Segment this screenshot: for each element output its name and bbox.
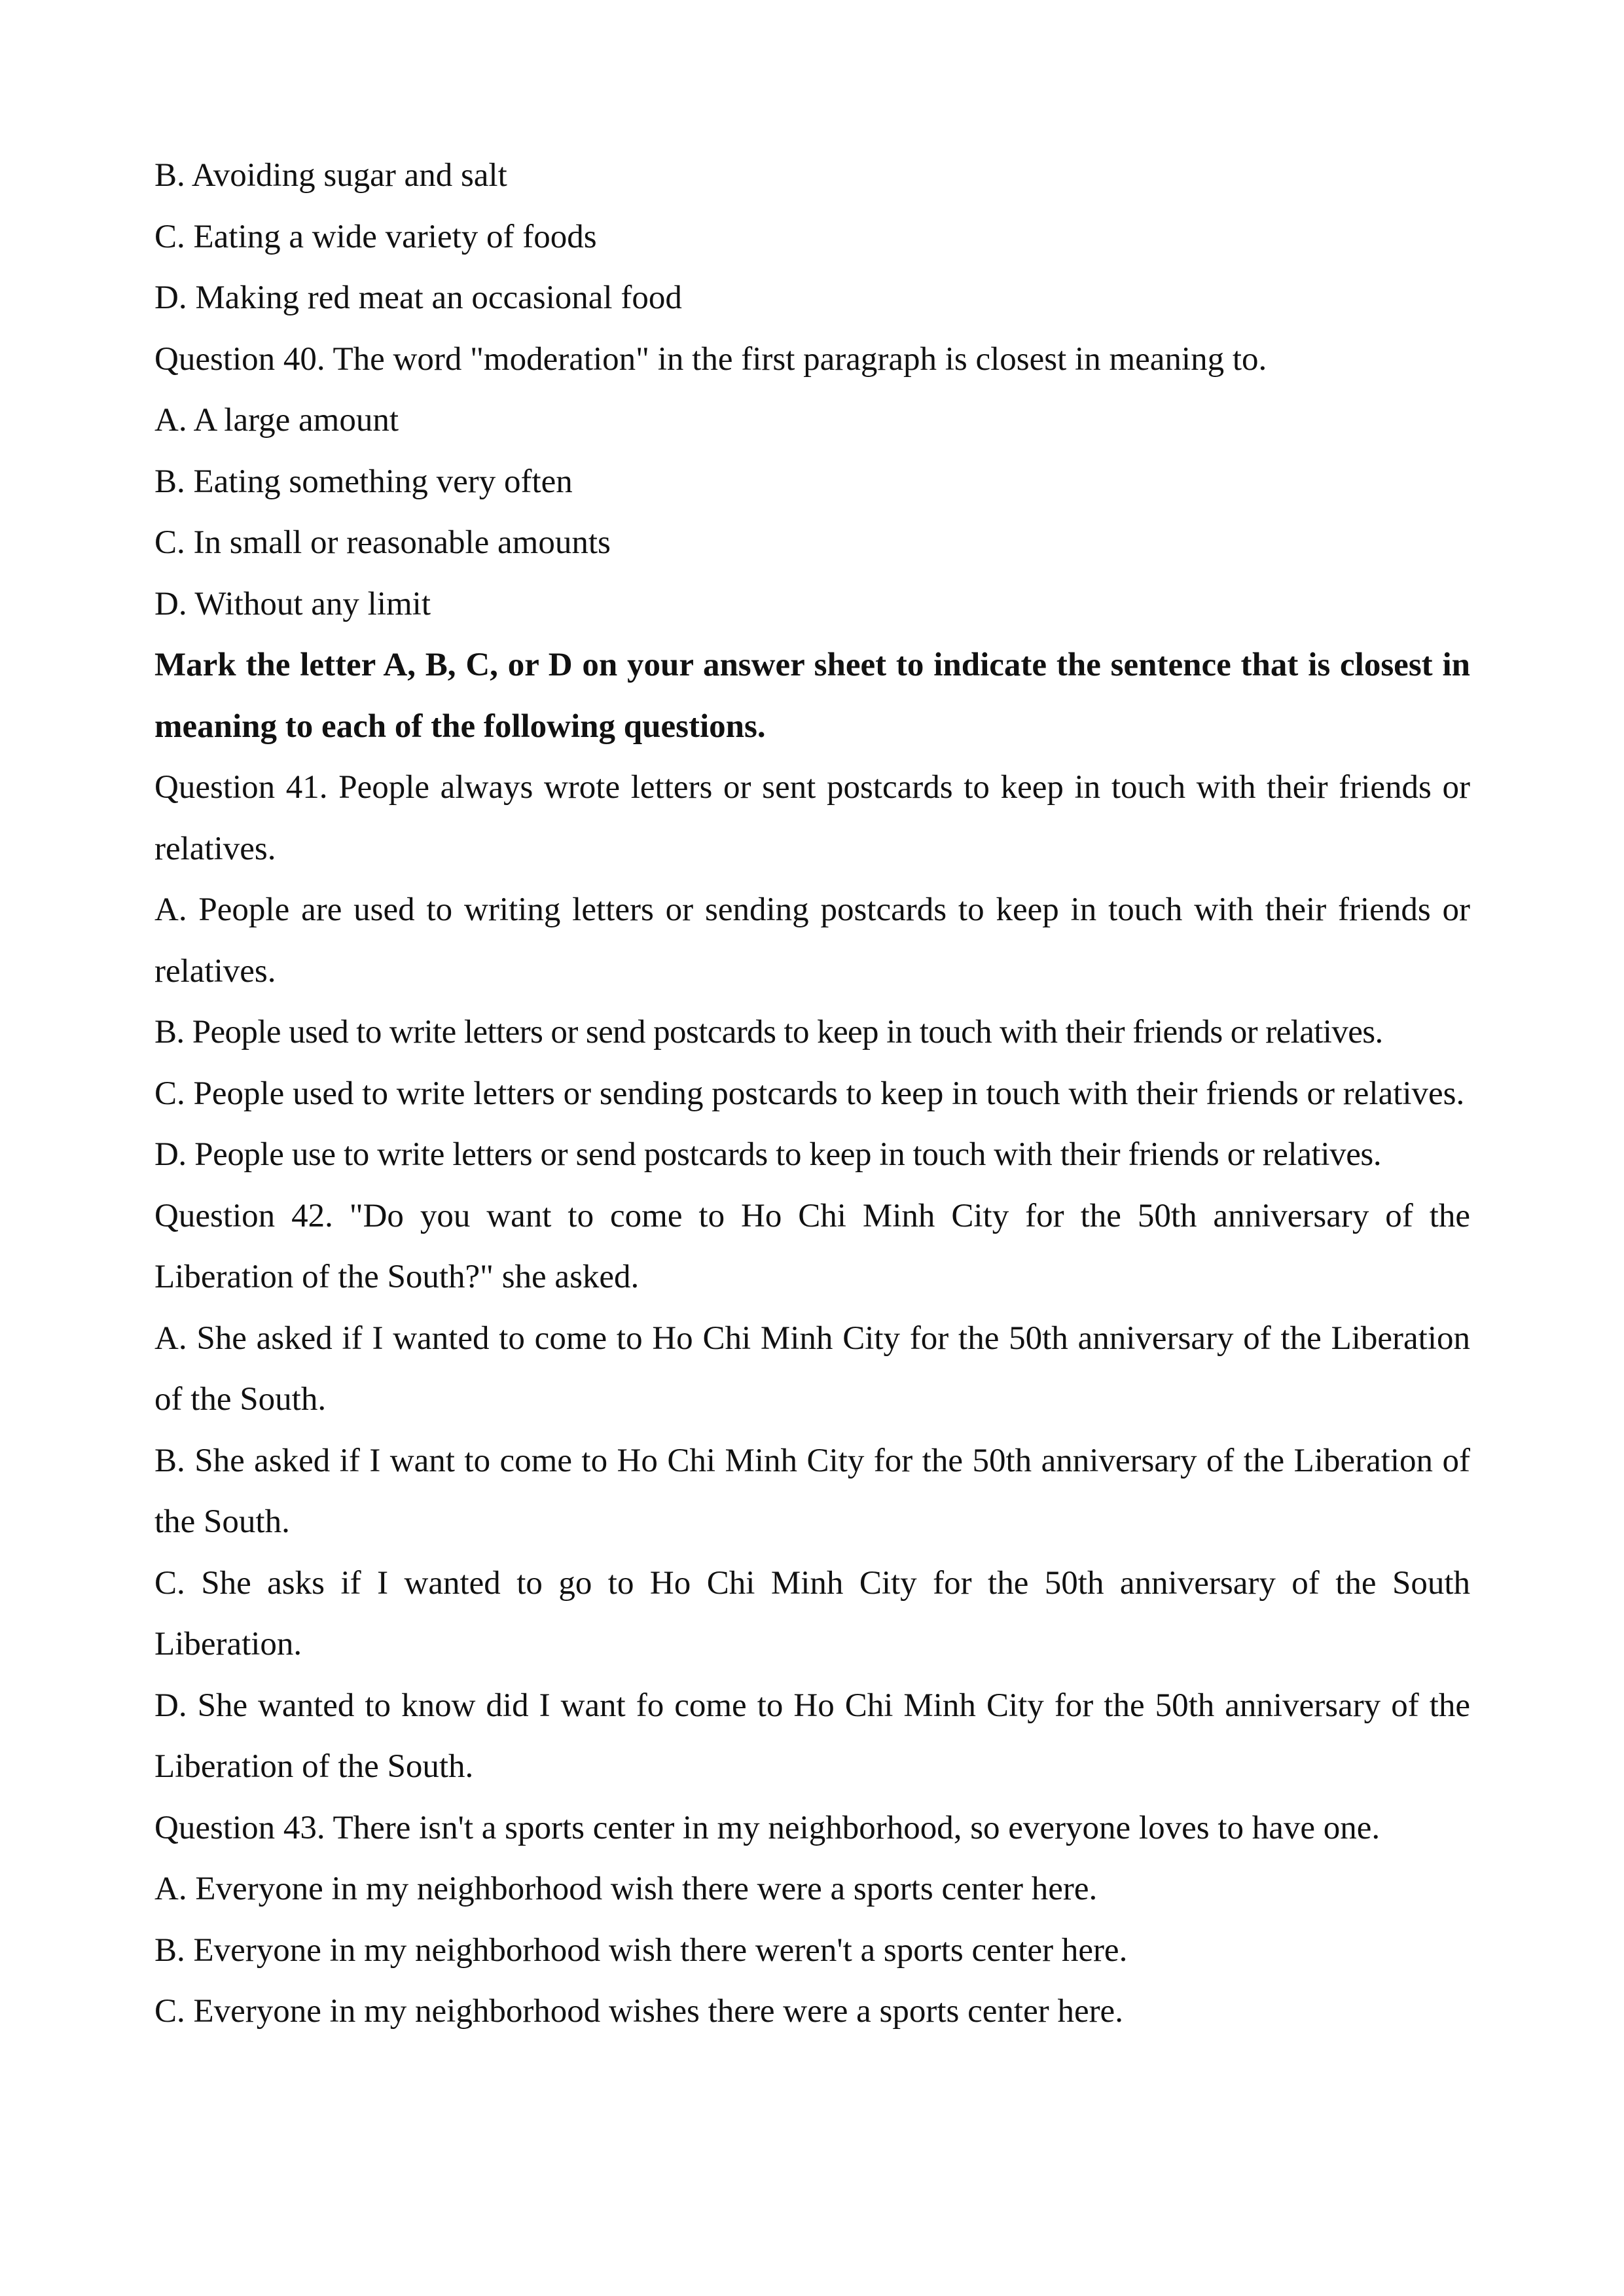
q43-question: Question 43. There isn't a sports center in my neighborhood, so everyone loves to have one. xyxy=(154,1809,1380,1846)
q41-option-d: D. People use to write letters or send postcards to keep in touch with their friends or relatives. xyxy=(154,1136,1382,1173)
q39-option-d: D. Making red meat an occasional food xyxy=(154,279,682,316)
q41-option-a: A. People are used to writing letters or sending postcards to keep in touch with their friends or relatives. xyxy=(154,891,1470,990)
q41-option-b: B. People used to write letters or send postcards to keep in touch with their friends or relatives. xyxy=(154,1014,1383,1050)
q40-option-d: D. Without any limit xyxy=(154,585,431,622)
q39-option-b: B. Avoiding sugar and salt xyxy=(154,157,507,194)
q40-question: Question 40. The word "moderation" in the first paragraph is closest in meaning to. xyxy=(154,340,1267,378)
q43-option-b: B. Everyone in my neighborhood wish there weren't a sports center here. xyxy=(154,1931,1128,1969)
q40-option-b: B. Eating something very often xyxy=(154,463,573,500)
q42-option-a: A. She asked if I wanted to come to Ho Chi Minh City for the 50th anniversary of the Liberation of the South. xyxy=(154,1319,1470,1418)
q39-option-c: C. Eating a wide variety of foods xyxy=(154,218,597,255)
document-page xyxy=(154,145,1470,2043)
q40-option-c: C. In small or reasonable amounts xyxy=(154,524,611,561)
section-instruction: Mark the letter A, B, C, or D on your answer sheet to indicate the sentence that is closest in meaning to each of the following questions. xyxy=(154,647,1470,745)
q42-question: Question 42. "Do you want to come to Ho Chi Minh City for the 50th anniversary of the Liberation of the South?" she asked. xyxy=(154,1197,1470,1295)
q41-question: Question 41. People always wrote letters or sent postcards to keep in touch with their friends or relatives. xyxy=(154,769,1470,867)
q41-option-c: C. People used to write letters or sending postcards to keep in touch with their friends or relatives. xyxy=(154,1075,1465,1112)
q43-option-a: A. Everyone in my neighborhood wish there were a sports center here. xyxy=(154,1871,1098,1907)
q42-option-d: D. She wanted to know did I want fo come to Ho Chi Minh City for the 50th anniversary of the Liberation of the South. xyxy=(154,1687,1470,1785)
q43-option-c: C. Everyone in my neighborhood wishes there were a sports center here. xyxy=(154,1993,1123,2030)
q42-option-c: C. She asks if I wanted to go to Ho Chi Minh City for the 50th anniversary of the South Liberation. xyxy=(154,1564,1470,1662)
q42-option-b: B. She asked if I want to come to Ho Chi Minh City for the 50th anniversary of the Liberation of the South. xyxy=(154,1442,1470,1540)
q40-option-a: A. A large amount xyxy=(154,402,399,439)
